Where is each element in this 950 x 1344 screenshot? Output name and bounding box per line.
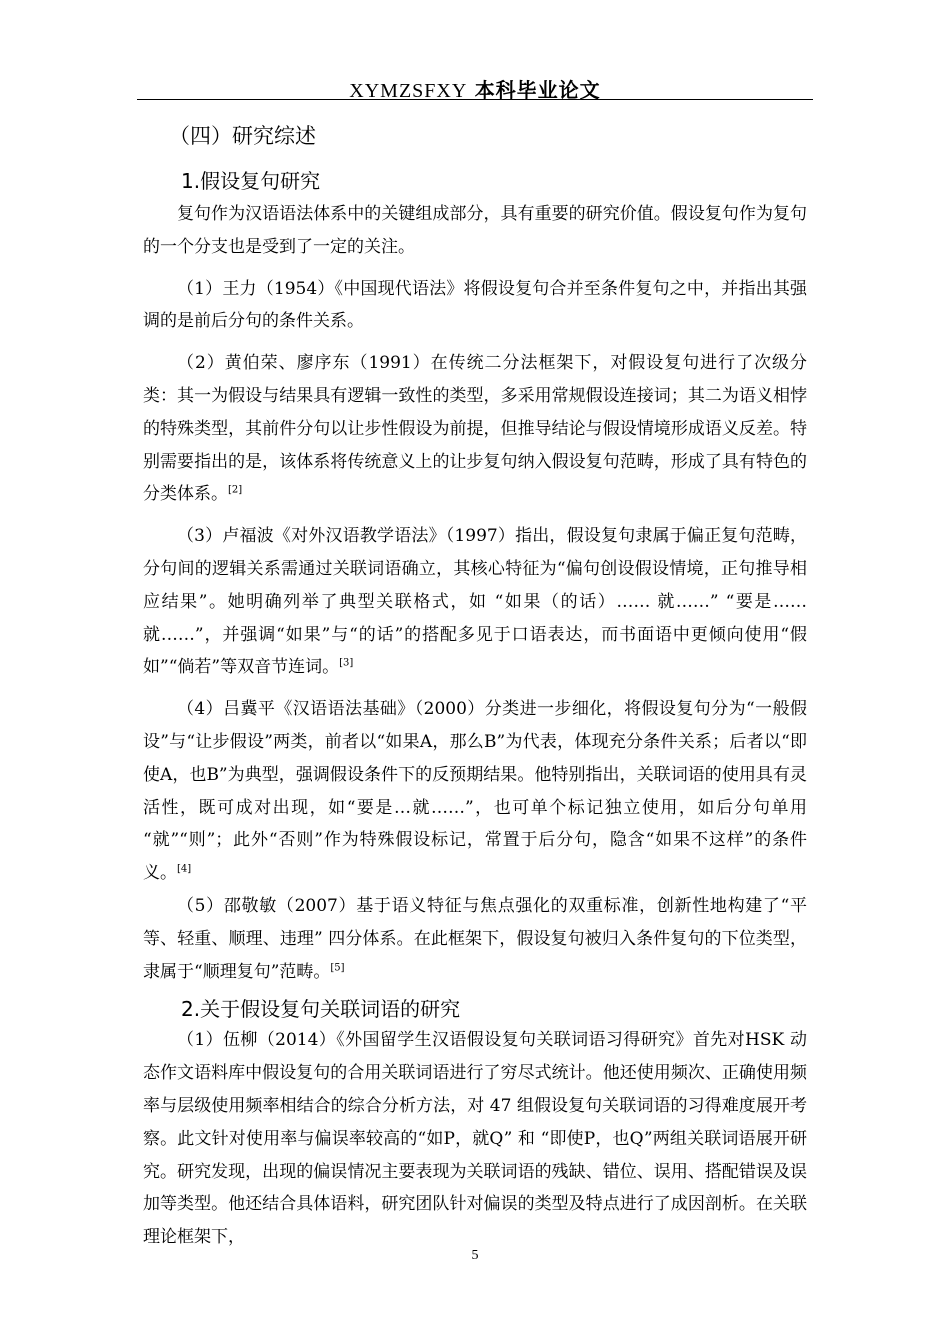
paragraph-wu-liu: （1）伍柳（2014）《外国留学生汉语假设复句关联词语习得研究》首先对HSK 动态作文语料库中假设复句的合用关联词语进行了穷尽式统计。他还使用频次、正确使用频率与层级使用频率相结合的综合分析方法，对 47 组假设复句关联词语的习得难度展开考察。此文针对使用率与偏误率较高的“如P，就Q” 和 “即使P，也Q”两组关联词语展开研究。研究发现，出现的偏误情况主要表现为关联词语的残缺、错位、误用、搭配错误及误加等类型。他还结合具体语料，研究团队针对偏误的类型及特点进行了成因剖析。在关联理论框架下， [143, 1030, 807, 1248]
paragraph-wangli: （1）王力（1954）《中国现代语法》将假设复句合并至条件复句之中，并指出其强调的是前后分句的条件关系。 [143, 278, 807, 332]
header-title: 本科毕业论文 [474, 78, 601, 102]
header-rule [137, 99, 813, 100]
subsection-heading-1: 1.假设复句研究 [181, 169, 321, 193]
section-heading: （四）研究综述 [169, 124, 316, 148]
header-latin: XYMZSFXY [349, 80, 468, 102]
paragraph-intro: 复句作为汉语语法体系中的关键组成部分，具有重要的研究价值。假设复句作为复句的一个分支也是受到了一定的关注。 [143, 204, 807, 257]
citation-3: [3] [339, 657, 354, 669]
page-number: 5 [471, 1248, 479, 1263]
subsection-heading-2: 2.关于假设复句关联词语的研究 [181, 997, 461, 1022]
citation-4: [4] [177, 863, 192, 875]
paragraph-huang-liao: （2）黄伯荣、廖序东（1991）在传统二分法框架下，对假设复句进行了次级分类：其一为假设与结果具有逻辑一致性的类型，多采用常规假设连接词；其二为语义相悖的特殊类型，其前件分句以让步性假设为前提，但推导结论与假设情境形成语义反差。特别需要指出的是，该体系将传统意义上的让步复句纳入假设复句范畴，形成了具有特色的分类体系。[2] [143, 353, 807, 505]
page-body [143, 112, 807, 1254]
citation-2: [2] [228, 484, 243, 496]
paragraph-lv-jiping: （4）吕冀平《汉语语法基础》（2000）分类进一步细化，将假设复句分为“一般假设”与“让步假设”两类，前者以“如果A，那么B”为代表，体现充分条件关系；后者以“即使A，也B”为典型，强调假设条件下的反预期结果。他特别指出，关联词语的使用具有灵活性，既可成对出现，如“要是…就……”，也可单个标记独立使用，如后分句单用 “就”“则”；此外“否则”作为特殊假设标记，常置于后分句，隐含“如果不这样”的条件义。[4] [143, 699, 807, 884]
citation-5: [5] [330, 961, 345, 973]
paragraph-shao-jingmin: （5）邵敬敏（2007）基于语义特征与焦点强化的双重标准，创新性地构建了“平等、轻重、顺理、违理” 四分体系。在此框架下，假设复句被归入条件复句的下位类型，隶属于“顺理复句”范畴。[5] [143, 895, 807, 982]
paragraph-lu-fubo: （3）卢福波《对外汉语教学语法》（1997）指出，假设复句隶属于偏正复句范畴，分句间的逻辑关系需通过关联词语确立，其核心特征为“偏句创设假设情境，正句推导相应结果”。她明确列举了典型关联格式，如 “如果（的话）…… 就……” “要是…… 就……”，并强调“如果”与“的话”的搭配多见于口语表达，而书面语中更倾向使用“假如”“倘若”等双音节连词。[3] [143, 526, 807, 678]
